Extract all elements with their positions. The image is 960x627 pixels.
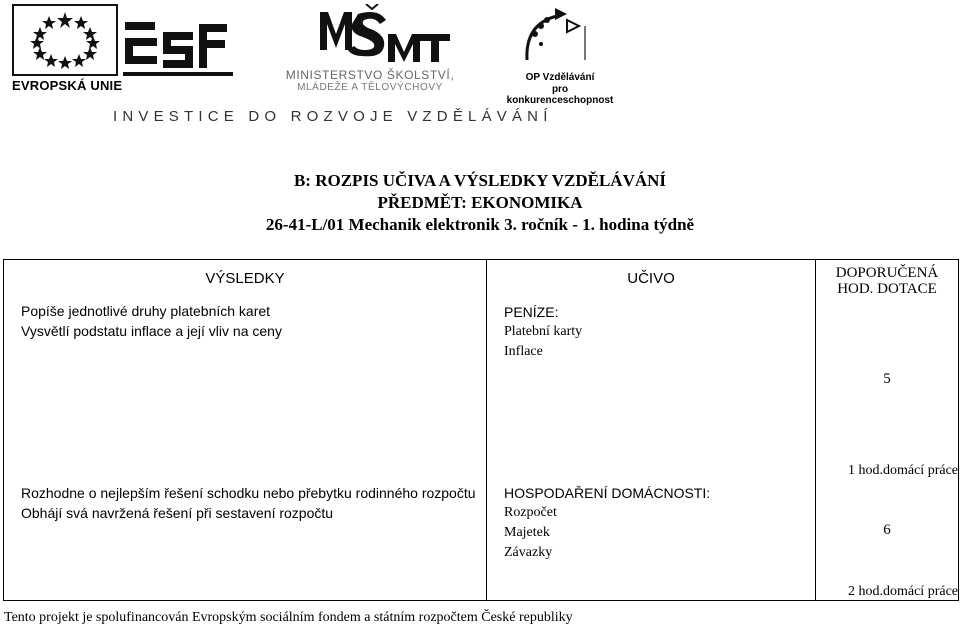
list-item: Vysvětlí podstatu inflace a její vliv na ceny (21, 323, 282, 339)
title-line3: 26-41-L/01 Mechanik elektronik 3. ročník - 1. hodina týdně (265, 215, 695, 234)
column-divider (486, 260, 487, 600)
list-item: Rozhodne o nejlepším řešení schodku nebo přebytku rodinného rozpočtu (21, 485, 476, 501)
header-dotace (816, 265, 958, 297)
document-title (0, 170, 960, 236)
msmt-name-line1: MINISTERSTVO ŠKOLSTVÍ, (285, 68, 455, 82)
header-dotace-line2: HOD. DOTACE (837, 281, 937, 297)
ucivo-heading: PENÍZE: (504, 304, 559, 320)
row2-note-bottom: 2 hod.domácí práce (847, 584, 958, 599)
row2-ucivo (504, 483, 809, 563)
row2-hours: 6 (883, 522, 891, 538)
row1-vysledky (21, 301, 481, 341)
header-vysledky: VÝSLEDKY (205, 270, 285, 287)
list-item: Majetek (504, 525, 550, 540)
title-line1: B: ROZPIS UČIVA A VÝSLEDKY VZDĚLÁVÁNÍ (293, 171, 667, 190)
list-item: Inflace (504, 344, 543, 359)
op-name-line2: pro konkurenceschopnost (506, 84, 614, 106)
list-item: Obhájí svá navržená řešení při sestavení rozpočtu (21, 505, 334, 521)
footer-note: Tento projekt je spolufinancován Evropským sociálním fondem a státním rozpočtem České republiky (4, 610, 573, 625)
row2-note-top: 1 hod.domácí práce (847, 463, 958, 478)
row1-hours: 5 (883, 371, 891, 387)
op-logo (505, 4, 615, 106)
header-ucivo: UČIVO (627, 270, 675, 287)
eu-flag-icon (12, 4, 118, 76)
eu-logo-text: EVROPSKÁ UNIE (12, 78, 123, 93)
msmt-logo (270, 4, 460, 92)
row2-vysledky (21, 483, 486, 523)
header-dotace-line1: DOPORUČENÁ (835, 265, 939, 281)
list-item: Popíše jednotlivé druhy platebních karet (21, 303, 271, 319)
list-item: Závazky (504, 545, 553, 560)
ucivo-heading: HOSPODAŘENÍ DOMÁCNOSTI: (504, 485, 711, 501)
esf-logo (123, 2, 233, 94)
column-divider (815, 260, 816, 600)
list-item: Rozpočet (504, 505, 557, 520)
curriculum-table (3, 259, 959, 601)
slogan: INVESTICE DO ROZVOJE VZDĚLÁVÁNÍ (113, 108, 553, 125)
op-name-line1: OP Vzdělávání (525, 72, 595, 83)
list-item: Platební karty (504, 324, 583, 339)
title-line2: PŘEDMĚT: EKONOMIKA (377, 193, 583, 212)
row1-ucivo (504, 302, 804, 362)
msmt-name-line2: MLÁDEŽE A TĚLOVÝCHOVY (297, 82, 443, 93)
eu-logo (12, 4, 122, 96)
